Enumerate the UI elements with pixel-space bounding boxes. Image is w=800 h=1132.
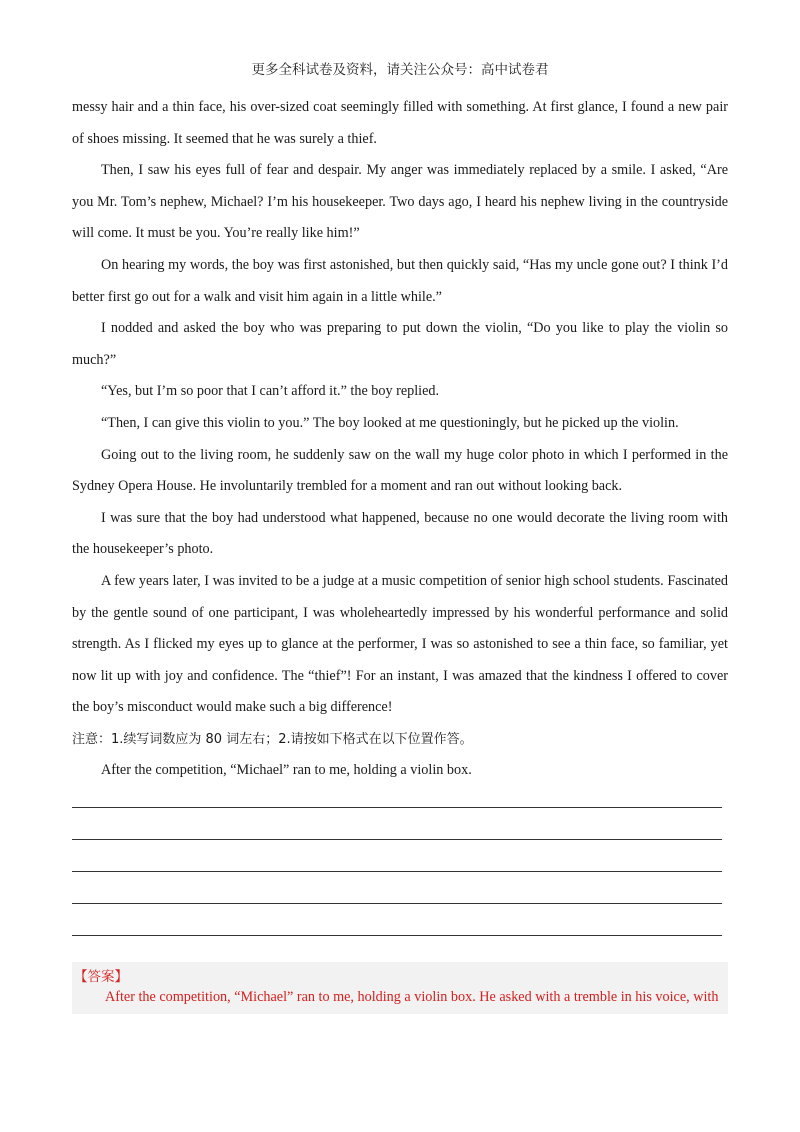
passage: [72, 92, 728, 787]
paragraph: “Yes, but I’m so poor that I can’t afford it.” the boy replied.: [101, 383, 440, 400]
instruction-note: 注意：1.续写词数应为 80 词左右；2.请按如下格式在以下位置作答。: [72, 731, 473, 747]
answer-label: 【答案】: [74, 969, 128, 985]
paragraph: Going out to the living room, he suddenly saw on the wall my huge color photo in which I performed in the Sydney Opera House. He involuntarily trembled for a moment and ran out without looking back.: [72, 446, 728, 495]
prompt-sentence: After the competition, “Michael” ran to me, holding a violin box.: [101, 762, 472, 779]
paragraph: On hearing my words, the boy was first astonished, but then quickly said, “Has my uncle gone out? I think I’d better first go out for a walk and visit him again in a little while.”: [72, 256, 728, 305]
writing-line: [72, 840, 722, 872]
writing-line: [72, 776, 722, 808]
page-header: 更多全科试卷及资料，请关注公众号：高中试卷君: [251, 62, 549, 78]
writing-line: [72, 872, 722, 904]
paragraph: “Then, I can give this violin to you.” The boy looked at me questioningly, but he picked up the violin.: [101, 414, 679, 431]
paragraph: I was sure that the boy had understood what happened, because no one would decorate the living room with the housekeeper’s photo.: [72, 509, 728, 558]
paragraph: Then, I saw his eyes full of fear and despair. My anger was immediately replaced by a smile. I asked, “Are you Mr. Tom’s nephew, Michael? I’m his housekeeper. Two days ago, I heard his nephew living in the countryside will come. It must be you. You’re really like him!”: [72, 162, 728, 242]
answer-text: After the competition, “Michael” ran to me, holding a violin box. He asked with a tremble in his voice, with: [105, 989, 719, 1005]
paragraph: messy hair and a thin face, his over-sized coat seemingly filled with something. At first glance, I found a new pair of shoes missing. It seemed that he was surely a thief.: [72, 99, 728, 147]
answer-section: [72, 962, 728, 1014]
paragraph: I nodded and asked the boy who was preparing to put down the violin, “Do you like to play the violin so much?”: [72, 320, 728, 368]
writing-line: [72, 808, 722, 840]
writing-line: [72, 904, 722, 936]
paragraph: A few years later, I was invited to be a judge at a music competition of senior high school students. Fascinated by the gentle sound of one participant, I was wholeheartedly impressed by his wonderful performance and solid strength. As I flicked my eyes up to glance at the performer, I was so astonished to see a thin face, so familiar, yet now lit up with joy and confidence. The “thief”! For an instant, I was amazed that the kindness I offered to cover the boy’s misconduct would make such a big difference!: [72, 572, 728, 716]
answer-lines: [72, 776, 722, 968]
